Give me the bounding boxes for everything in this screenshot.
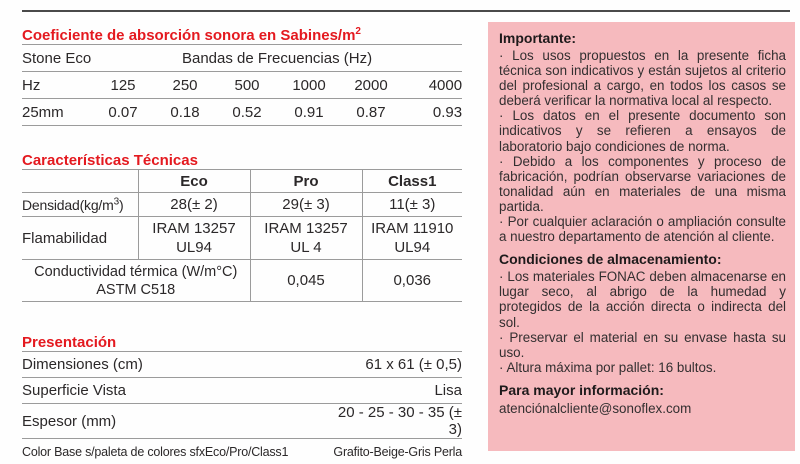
absorption-coefficient: 0.18 xyxy=(154,99,216,126)
flammability-value: IRAM 13257 UL94 xyxy=(138,217,250,260)
conductivity-value: 0,045 xyxy=(250,260,362,302)
empty-header-cell xyxy=(22,170,138,193)
absorption-coefficient: 0.93 xyxy=(402,99,462,126)
density-value: 28(± 2) xyxy=(138,193,250,217)
absorption-coefficient: 0.87 xyxy=(340,99,402,126)
presentation-section-title: Presentación xyxy=(22,334,117,351)
thickness-label: 25mm xyxy=(22,99,92,126)
absorption-coefficient: 0.91 xyxy=(278,99,340,126)
notes-panel xyxy=(488,22,795,451)
thickness-row xyxy=(22,404,462,439)
column-header-eco: Eco xyxy=(138,170,250,193)
flammability-row xyxy=(22,217,462,260)
absorption-title-superscript: 2 xyxy=(355,26,361,37)
dimensions-label: Dimensiones (cm) xyxy=(22,352,322,378)
surface-label: Superficie Vista xyxy=(22,378,322,404)
absorption-values-row xyxy=(22,99,462,126)
conductivity-value: 0,036 xyxy=(362,260,462,302)
absorption-coefficient: 0.07 xyxy=(92,99,154,126)
frequency-row xyxy=(22,72,462,99)
storage-note: · Preservar el material en su envase hasta su uso. xyxy=(499,329,786,360)
density-label: $Densidad(kg/m^3)$ xyxy=(22,193,138,217)
important-note: · Por cualquier aclaración o ampliación consulte a nuestro departamento de atención al cliente. xyxy=(499,214,786,245)
flammability-value: IRAM 13257 UL 4 xyxy=(250,217,362,260)
important-heading: Importante: xyxy=(499,30,576,46)
frequency-value: 4000 xyxy=(402,72,462,99)
absorption-section-title xyxy=(22,27,462,44)
storage-conditions-heading: Condiciones de almacenamiento: xyxy=(499,251,722,268)
absorption-title-text: Coeficiente de absorción sonora en Sabines/m xyxy=(22,27,356,44)
main-content xyxy=(22,0,462,464)
density-value: 11(± 3) xyxy=(362,193,462,217)
storage-note: · Altura máxima por pallet: 16 bultos. xyxy=(499,359,717,375)
storage-note: · Los materiales FONAC deben almacenarse en lugar seco, al abrigo de la humedad y protegidos de la acción directa o indirecta del sol. xyxy=(499,269,786,330)
color-base-value: Grafito-Beige-Gris Perla xyxy=(322,439,462,464)
frequency-row-label: Hz xyxy=(22,72,92,99)
surface-value: Lisa xyxy=(322,378,462,404)
column-header-class1: Class1 xyxy=(362,170,462,193)
conductivity-row xyxy=(22,260,462,302)
bands-header: Bandas de Frecuencias (Hz) xyxy=(92,45,462,72)
color-base-row xyxy=(22,439,462,464)
technical-header-row xyxy=(22,170,462,193)
important-note: · Los datos en el presente documento son indicativos y se refieren a ensayos de laboratorio bajo condiciones de norma. xyxy=(499,108,786,154)
thickness-options-value: 20 - 25 - 30 - 35 (± 3) xyxy=(322,404,462,439)
frequency-value: 2000 xyxy=(340,72,402,99)
technical-section-title: Características Técnicas xyxy=(22,152,198,169)
density-unit-superscript: 3 xyxy=(113,195,119,207)
presentation-table xyxy=(22,351,462,464)
dimensions-row xyxy=(22,352,462,378)
absorption-table xyxy=(22,44,462,126)
dimensions-value: 61 x 61 (± 0,5) xyxy=(322,352,462,378)
frequency-value: 500 xyxy=(216,72,278,99)
frequency-value: 1000 xyxy=(278,72,340,99)
absorption-header-row xyxy=(22,45,462,72)
absorption-coefficient: 0.52 xyxy=(216,99,278,126)
density-row xyxy=(22,193,462,217)
frequency-value: 250 xyxy=(154,72,216,99)
important-note: · Debido a los componentes y proceso de fabricación, podrían observarse variaciones de tonalidad aún en materiales de una misma partida. xyxy=(499,153,786,214)
density-value: 29(± 3) xyxy=(250,193,362,217)
flammability-label: Flamabilidad xyxy=(22,217,138,260)
important-note: · Los usos propuestos en la presente ficha técnica son indicativos y están sujetos al criterio del profesional a cargo, en todos los casos se deberá verificar la normativa local al respecto. xyxy=(499,48,786,109)
surface-row xyxy=(22,378,462,404)
thickness-options-label: Espesor (mm) xyxy=(22,404,322,439)
flammability-value: IRAM 11910 UL94 xyxy=(362,217,462,260)
conductivity-label: Conductividad térmica (W/m°C) ASTM C518 xyxy=(22,260,250,302)
technical-table xyxy=(22,169,462,302)
product-name: Stone Eco xyxy=(22,45,92,72)
color-base-label: Color Base s/paleta de colores sfxEco/Pro/Class1 xyxy=(22,439,322,464)
more-info-heading: Para mayor información: xyxy=(499,381,664,398)
frequency-value: 125 xyxy=(92,72,154,99)
contact-email: atenciónalcliente@sonoflex.com xyxy=(499,400,692,416)
column-header-pro: Pro xyxy=(250,170,362,193)
